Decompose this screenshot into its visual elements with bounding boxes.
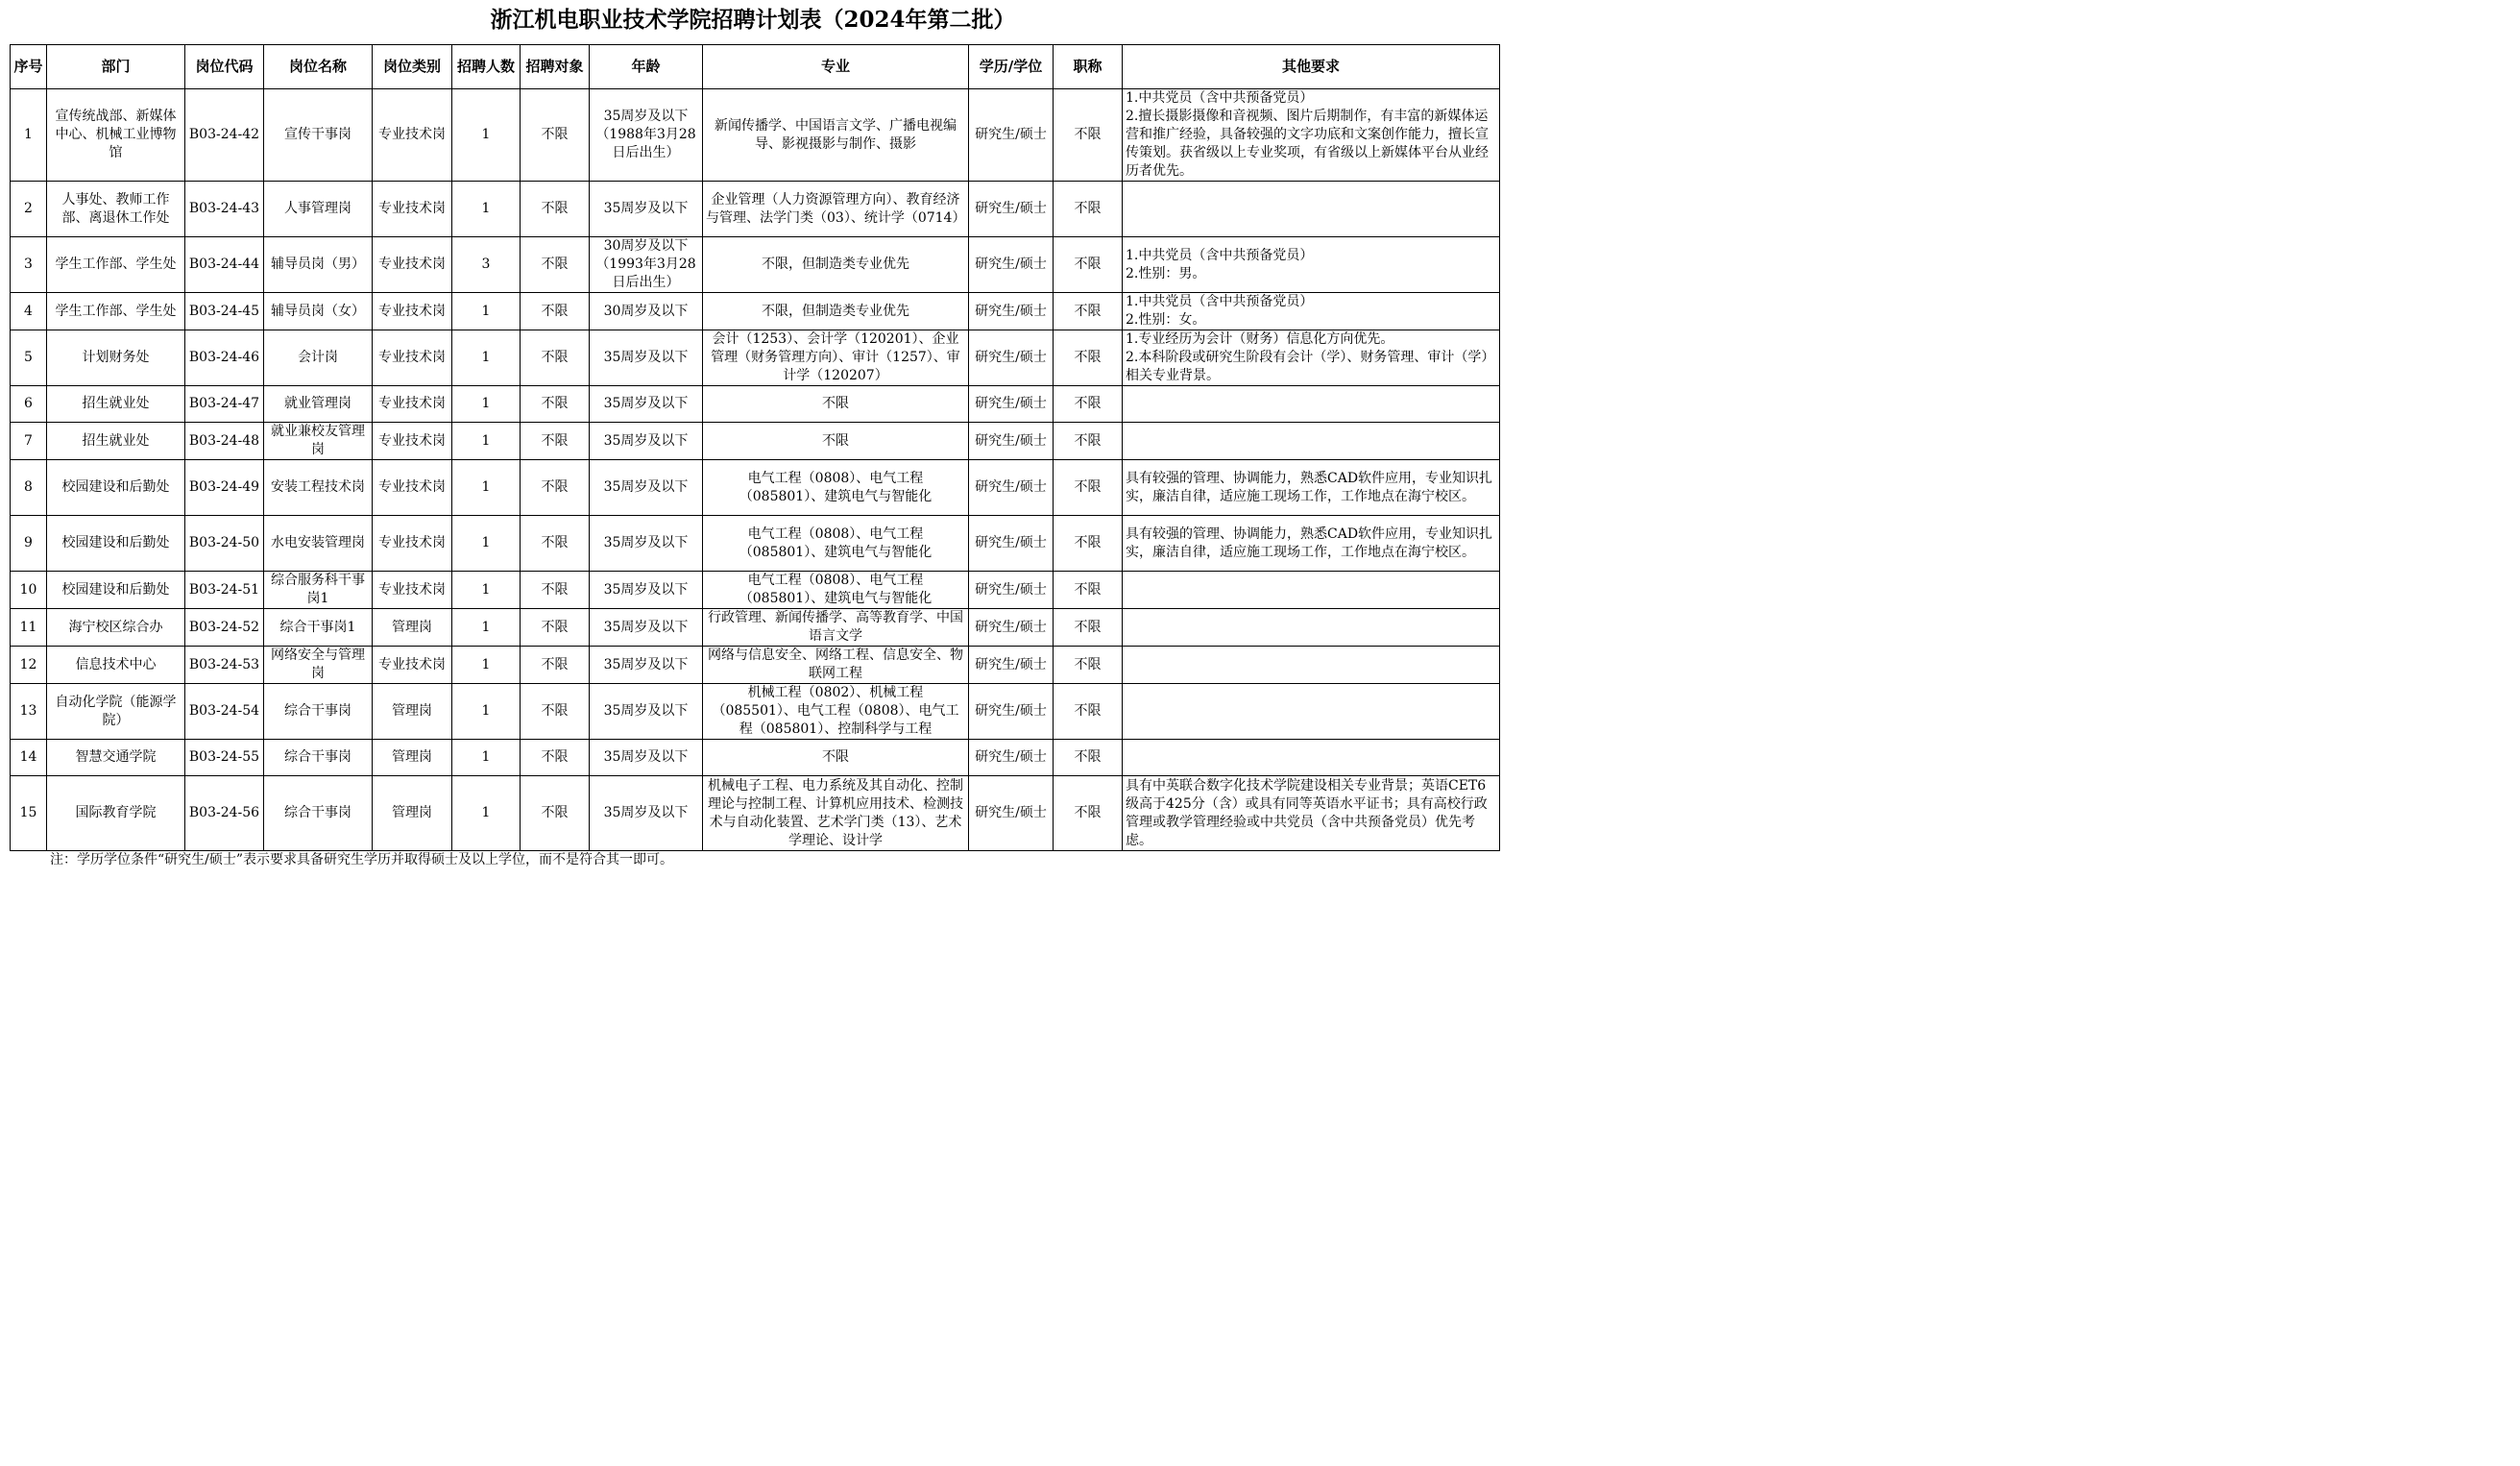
cell-category: 管理岗 [373, 609, 452, 647]
cell-count: 1 [452, 609, 521, 647]
cell-no: 2 [11, 182, 47, 237]
cell-category: 管理岗 [373, 776, 452, 851]
table-row [11, 647, 1500, 684]
cell-degree: 研究生/硕士 [969, 684, 1054, 740]
cell-name: 会计岗 [264, 330, 373, 386]
cell-code: B03-24-53 [185, 647, 264, 684]
table-row [11, 684, 1500, 740]
cell-target: 不限 [521, 647, 590, 684]
cell-code: B03-24-52 [185, 609, 264, 647]
cell-code: B03-24-47 [185, 386, 264, 423]
cell-major: 不限，但制造类专业优先 [703, 237, 969, 293]
cell-target: 不限 [521, 423, 590, 460]
cell-age: 35周岁及以下 [590, 516, 703, 572]
cell-degree: 研究生/硕士 [969, 460, 1054, 516]
cell-count: 1 [452, 740, 521, 776]
cell-no: 10 [11, 572, 47, 609]
table-row [11, 423, 1500, 460]
cell-other [1123, 182, 1500, 237]
cell-name: 就业管理岗 [264, 386, 373, 423]
cell-code: B03-24-42 [185, 89, 264, 182]
cell-code: B03-24-56 [185, 776, 264, 851]
cell-target: 不限 [521, 460, 590, 516]
cell-other [1123, 647, 1500, 684]
cell-title: 不限 [1054, 684, 1123, 740]
cell-title: 不限 [1054, 423, 1123, 460]
footnote: 注：学历学位条件“研究生/硕士”表示要求具备研究生学历并取得硕士及以上学位，而不是符合其一即可。 [50, 852, 674, 867]
cell-code: B03-24-51 [185, 572, 264, 609]
cell-name: 宣传干事岗 [264, 89, 373, 182]
table-row [11, 572, 1500, 609]
cell-target: 不限 [521, 572, 590, 609]
table-row [11, 609, 1500, 647]
cell-target: 不限 [521, 330, 590, 386]
cell-target: 不限 [521, 182, 590, 237]
cell-code: B03-24-50 [185, 516, 264, 572]
cell-target: 不限 [521, 386, 590, 423]
cell-count: 1 [452, 776, 521, 851]
cell-target: 不限 [521, 89, 590, 182]
cell-other [1123, 423, 1500, 460]
cell-name: 就业兼校友管理岗 [264, 423, 373, 460]
cell-category: 专业技术岗 [373, 182, 452, 237]
cell-title: 不限 [1054, 516, 1123, 572]
cell-major: 网络与信息安全、网络工程、信息安全、物联网工程 [703, 647, 969, 684]
cell-category: 专业技术岗 [373, 386, 452, 423]
cell-no: 8 [11, 460, 47, 516]
cell-degree: 研究生/硕士 [969, 89, 1054, 182]
cell-dept: 学生工作部、学生处 [47, 293, 185, 330]
cell-age: 35周岁及以下 [590, 609, 703, 647]
cell-name: 综合干事岗 [264, 740, 373, 776]
cell-degree: 研究生/硕士 [969, 386, 1054, 423]
cell-count: 1 [452, 572, 521, 609]
cell-count: 3 [452, 237, 521, 293]
cell-category: 专业技术岗 [373, 330, 452, 386]
table-row [11, 182, 1500, 237]
cell-count: 1 [452, 293, 521, 330]
table-row [11, 776, 1500, 851]
cell-major: 企业管理（人力资源管理方向）、教育经济与管理、法学门类（03）、统计学（0714） [703, 182, 969, 237]
cell-count: 1 [452, 516, 521, 572]
cell-dept: 校园建设和后勤处 [47, 460, 185, 516]
cell-target: 不限 [521, 516, 590, 572]
cell-major: 新闻传播学、中国语言文学、广播电视编导、影视摄影与制作、摄影 [703, 89, 969, 182]
page-title: 浙江机电职业技术学院招聘计划表（2024年第二批） [490, 7, 1016, 33]
cell-no: 7 [11, 423, 47, 460]
cell-category: 专业技术岗 [373, 237, 452, 293]
cell-major: 不限，但制造类专业优先 [703, 293, 969, 330]
col-header-other: 其他要求 [1123, 45, 1500, 89]
cell-dept: 学生工作部、学生处 [47, 237, 185, 293]
cell-title: 不限 [1054, 330, 1123, 386]
cell-category: 专业技术岗 [373, 293, 452, 330]
cell-other [1123, 740, 1500, 776]
cell-other [1123, 609, 1500, 647]
col-header-target: 招聘对象 [521, 45, 590, 89]
cell-degree: 研究生/硕士 [969, 293, 1054, 330]
cell-degree: 研究生/硕士 [969, 516, 1054, 572]
cell-no: 14 [11, 740, 47, 776]
cell-age: 35周岁及以下 [590, 423, 703, 460]
cell-other: 1.中共党员（含中共预备党员） 2.擅长摄影摄像和音视频、图片后期制作，有丰富的新媒体运营和推广经验，具备较强的文字功底和文案创作能力，擅长宣传策划。获省级以上专业奖项，有省级以上新媒体平台从业经历者优先。 [1123, 89, 1500, 182]
col-header-degree: 学历/学位 [969, 45, 1054, 89]
cell-category: 管理岗 [373, 740, 452, 776]
cell-dept: 信息技术中心 [47, 647, 185, 684]
cell-major: 机械工程（0802）、机械工程（085501）、电气工程（0808）、电气工程（085801）、控制科学与工程 [703, 684, 969, 740]
col-header-code: 岗位代码 [185, 45, 264, 89]
table-row [11, 386, 1500, 423]
table-row [11, 89, 1500, 182]
cell-dept: 智慧交通学院 [47, 740, 185, 776]
cell-no: 9 [11, 516, 47, 572]
cell-title: 不限 [1054, 386, 1123, 423]
cell-count: 1 [452, 684, 521, 740]
cell-degree: 研究生/硕士 [969, 776, 1054, 851]
cell-dept: 校园建设和后勤处 [47, 516, 185, 572]
cell-code: B03-24-43 [185, 182, 264, 237]
cell-dept: 校园建设和后勤处 [47, 572, 185, 609]
cell-name: 综合干事岗 [264, 776, 373, 851]
cell-name: 综合干事岗 [264, 684, 373, 740]
cell-no: 3 [11, 237, 47, 293]
cell-degree: 研究生/硕士 [969, 237, 1054, 293]
cell-name: 人事管理岗 [264, 182, 373, 237]
header-row [11, 45, 1500, 89]
cell-age: 35周岁及以下 [590, 684, 703, 740]
cell-category: 专业技术岗 [373, 89, 452, 182]
cell-count: 1 [452, 182, 521, 237]
cell-other: 具有较强的管理、协调能力，熟悉CAD软件应用，专业知识扎实，廉洁自律，适应施工现场工作，工作地点在海宁校区。 [1123, 516, 1500, 572]
cell-degree: 研究生/硕士 [969, 647, 1054, 684]
cell-age: 35周岁及以下 [590, 386, 703, 423]
cell-count: 1 [452, 647, 521, 684]
cell-age: 35周岁及以下 [590, 182, 703, 237]
cell-major: 不限 [703, 386, 969, 423]
cell-no: 1 [11, 89, 47, 182]
cell-no: 5 [11, 330, 47, 386]
cell-major: 不限 [703, 740, 969, 776]
col-header-major: 专业 [703, 45, 969, 89]
cell-title: 不限 [1054, 776, 1123, 851]
col-header-dept: 部门 [47, 45, 185, 89]
cell-dept: 自动化学院（能源学院） [47, 684, 185, 740]
cell-dept: 招生就业处 [47, 423, 185, 460]
cell-dept: 人事处、教师工作部、离退休工作处 [47, 182, 185, 237]
cell-category: 专业技术岗 [373, 572, 452, 609]
cell-no: 6 [11, 386, 47, 423]
cell-title: 不限 [1054, 89, 1123, 182]
cell-other [1123, 572, 1500, 609]
cell-major: 电气工程（0808）、电气工程（085801）、建筑电气与智能化 [703, 516, 969, 572]
cell-code: B03-24-46 [185, 330, 264, 386]
col-header-category: 岗位类别 [373, 45, 452, 89]
table-row [11, 293, 1500, 330]
cell-age: 35周岁及以下 [590, 740, 703, 776]
cell-dept: 计划财务处 [47, 330, 185, 386]
cell-no: 4 [11, 293, 47, 330]
table-row [11, 740, 1500, 776]
cell-name: 网络安全与管理岗 [264, 647, 373, 684]
cell-name: 综合服务科干事岗1 [264, 572, 373, 609]
cell-other [1123, 386, 1500, 423]
cell-count: 1 [452, 89, 521, 182]
cell-age: 35周岁及以下 [590, 460, 703, 516]
cell-title: 不限 [1054, 572, 1123, 609]
cell-category: 专业技术岗 [373, 460, 452, 516]
cell-code: B03-24-55 [185, 740, 264, 776]
cell-age: 35周岁及以下 [590, 776, 703, 851]
cell-count: 1 [452, 330, 521, 386]
col-header-name: 岗位名称 [264, 45, 373, 89]
cell-title: 不限 [1054, 293, 1123, 330]
cell-no: 15 [11, 776, 47, 851]
table-row [11, 516, 1500, 572]
cell-other: 具有较强的管理、协调能力，熟悉CAD软件应用，专业知识扎实，廉洁自律，适应施工现场工作，工作地点在海宁校区。 [1123, 460, 1500, 516]
cell-title: 不限 [1054, 740, 1123, 776]
table-row [11, 237, 1500, 293]
cell-dept: 国际教育学院 [47, 776, 185, 851]
cell-major: 电气工程（0808）、电气工程（085801）、建筑电气与智能化 [703, 460, 969, 516]
cell-other: 具有中英联合数字化技术学院建设相关专业背景；英语CET6级高于425分（含）或具有同等英语水平证书；具有高校行政管理或教学管理经验或中共党员（含中共预备党员）优先考虑。 [1123, 776, 1500, 851]
cell-category: 管理岗 [373, 684, 452, 740]
cell-major: 不限 [703, 423, 969, 460]
cell-other: 1.中共党员（含中共预备党员） 2.性别：男。 [1123, 237, 1500, 293]
cell-title: 不限 [1054, 609, 1123, 647]
cell-major: 机械电子工程、电力系统及其自动化、控制理论与控制工程、计算机应用技术、检测技术与自动化装置、艺术学门类（13）、艺术学理论、设计学 [703, 776, 969, 851]
cell-name: 综合干事岗1 [264, 609, 373, 647]
cell-name: 辅导员岗（男） [264, 237, 373, 293]
cell-code: B03-24-44 [185, 237, 264, 293]
cell-age: 30周岁及以下 [590, 293, 703, 330]
cell-major: 电气工程（0808）、电气工程（085801）、建筑电气与智能化 [703, 572, 969, 609]
cell-title: 不限 [1054, 460, 1123, 516]
cell-no: 12 [11, 647, 47, 684]
cell-target: 不限 [521, 293, 590, 330]
cell-code: B03-24-54 [185, 684, 264, 740]
cell-target: 不限 [521, 237, 590, 293]
cell-age: 35周岁及以下 [590, 330, 703, 386]
cell-name: 水电安装管理岗 [264, 516, 373, 572]
cell-count: 1 [452, 386, 521, 423]
cell-name: 安装工程技术岗 [264, 460, 373, 516]
cell-title: 不限 [1054, 647, 1123, 684]
col-header-age: 年龄 [590, 45, 703, 89]
cell-age: 35周岁及以下（1988年3月28日后出生） [590, 89, 703, 182]
cell-target: 不限 [521, 740, 590, 776]
cell-degree: 研究生/硕士 [969, 609, 1054, 647]
cell-category: 专业技术岗 [373, 647, 452, 684]
cell-degree: 研究生/硕士 [969, 330, 1054, 386]
cell-target: 不限 [521, 776, 590, 851]
cell-major: 行政管理、新闻传播学、高等教育学、中国语言文学 [703, 609, 969, 647]
table-row [11, 460, 1500, 516]
cell-no: 11 [11, 609, 47, 647]
cell-title: 不限 [1054, 237, 1123, 293]
cell-code: B03-24-45 [185, 293, 264, 330]
cell-title: 不限 [1054, 182, 1123, 237]
cell-other: 1.中共党员（含中共预备党员） 2.性别：女。 [1123, 293, 1500, 330]
recruitment-table [10, 44, 1500, 851]
cell-dept: 宣传统战部、新媒体中心、机械工业博物馆 [47, 89, 185, 182]
cell-dept: 海宁校区综合办 [47, 609, 185, 647]
cell-category: 专业技术岗 [373, 516, 452, 572]
cell-no: 13 [11, 684, 47, 740]
cell-other: 1.专业经历为会计（财务）信息化方向优先。 2.本科阶段或研究生阶段有会计（学）、财务管理、审计（学）相关专业背景。 [1123, 330, 1500, 386]
cell-major: 会计（1253）、会计学（120201）、企业管理（财务管理方向）、审计（1257）、审计学（120207） [703, 330, 969, 386]
cell-age: 30周岁及以下（1993年3月28日后出生） [590, 237, 703, 293]
table-row [11, 330, 1500, 386]
cell-count: 1 [452, 423, 521, 460]
cell-other [1123, 684, 1500, 740]
cell-degree: 研究生/硕士 [969, 740, 1054, 776]
cell-degree: 研究生/硕士 [969, 572, 1054, 609]
cell-name: 辅导员岗（女） [264, 293, 373, 330]
cell-target: 不限 [521, 684, 590, 740]
col-header-count: 招聘人数 [452, 45, 521, 89]
cell-code: B03-24-49 [185, 460, 264, 516]
cell-target: 不限 [521, 609, 590, 647]
cell-degree: 研究生/硕士 [969, 423, 1054, 460]
cell-count: 1 [452, 460, 521, 516]
cell-category: 专业技术岗 [373, 423, 452, 460]
cell-age: 35周岁及以下 [590, 647, 703, 684]
col-header-no: 序号 [11, 45, 47, 89]
col-header-title: 职称 [1054, 45, 1123, 89]
cell-degree: 研究生/硕士 [969, 182, 1054, 237]
cell-age: 35周岁及以下 [590, 572, 703, 609]
cell-code: B03-24-48 [185, 423, 264, 460]
cell-dept: 招生就业处 [47, 386, 185, 423]
